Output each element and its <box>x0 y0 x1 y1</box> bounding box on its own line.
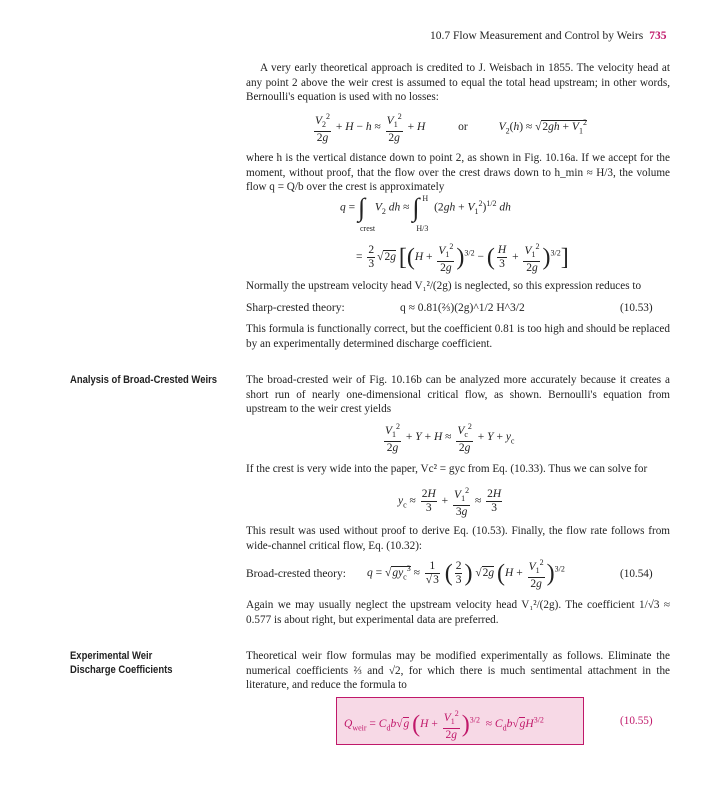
equation-number-10-54: (10.54) <box>620 568 653 580</box>
paragraph-experimental: Theoretical weir flow formulas may be modified experimentally as follows. Eliminate the numerical coefficients ⅔ and √2, for which there is much sentimental attachment in the literature, and reduce the formula to <box>246 650 670 692</box>
side-heading-line1: Experimental Weir <box>70 650 153 662</box>
running-title: 10.7 Flow Measurement and Control by Weirs <box>430 30 644 42</box>
limit-lower-H3: H/3 <box>416 224 429 233</box>
equation-integral-result: = $\frac{2}{3}$ √2g [(H + $\frac{V_1^2}{2g}$ )$^{3/2}$ − ( $\frac{H}{3}$ + $\frac{V_1^2}{2g}$ )$^{3/2}$] <box>356 242 569 275</box>
equation-integral-q: q = ∫ crest $V_2$ dh ≈ ∫ H H/3 $(2gh + V_1^2)^{1/2}$ dh <box>340 193 511 233</box>
broad-crested-label: Broad-crested theory: <box>246 568 346 580</box>
equation-bernoulli-weir: $\frac{V_2^2}{2g}$ + H − h ≈ $\frac{V_1^2}{2g}$ + H or $V_2(h) \approx √2gh + V_1^2$ <box>315 112 587 145</box>
equation-bernoulli-crest: $\frac{V_1^2}{2g}$ + Y + H ≈ $\frac{V_c^2}{2g}$ + $Y + y_c$ <box>385 422 515 455</box>
running-header <box>430 30 666 42</box>
or-word: or <box>458 121 468 134</box>
page-number: 735 <box>649 30 667 42</box>
equation-number-10-55: (10.55) <box>620 715 653 727</box>
paragraph-wide-crest: If the crest is very wide into the paper, Vc² = gyc from Eq. (10.33). Thus we can solve for <box>246 463 648 475</box>
side-heading-line2: Discharge Coefficients <box>70 664 173 676</box>
paragraph-critical-flow: This result was used without proof to derive Eq. (10.53). Finally, the flow rate follows from wide-channel critical flow, Eq. (10.32): <box>246 525 670 552</box>
sharp-crested-equation: q ≈ 0.81(⅔)(2g)^1/2 H^3/2 <box>400 302 525 314</box>
limit-upper-H: H <box>422 194 429 203</box>
paragraph-weisbach: A very early theoretical approach is credited to J. Weisbach in 1855. The velocity head at any point 2 above the weir crest is assumed to equal the total head upstream; in other words, Bernoulli's equation is used with no losses: <box>246 62 670 104</box>
limit-crest: crest <box>360 224 376 233</box>
equation-q-weir: $Q_{weir} = C_db√g$ (H + $\frac{V_1^2}{2g}$ )$^{3/2} \approx C_db√gH^{3/2}$ <box>344 709 544 742</box>
paragraph-broad-crested: The broad-crested weir of Fig. 10.16b can be analyzed more accurately because it creates a short run of nearly one-dimensional critical flow, as shown. Bernoulli's equation from upstream to the weir crest yields <box>246 374 670 416</box>
side-heading-broad-crested: Analysis of Broad-Crested Weirs <box>70 374 218 386</box>
sharp-crested-label: Sharp-crested theory: <box>246 302 345 314</box>
paragraph-coefficient: This formula is functionally correct, but the coefficient 0.81 is too high and should be replaced by an experimentally determined discharge coefficient. <box>246 323 670 350</box>
paragraph-upstream-head: Again we may usually neglect the upstream velocity head V₁²/(2g). The coefficient 1/√3 ≈ 0.577 is about right, but experimental data are preferred. <box>246 599 670 626</box>
side-heading-experimental <box>70 649 173 677</box>
paragraph-neglect-head: Normally the upstream velocity head V₁²/(2g) is neglected, so this expression reduces to <box>246 280 642 292</box>
equation-number-10-53: (10.53) <box>620 302 653 314</box>
paragraph-drawdown: where h is the vertical distance down to point 2, as shown in Fig. 10.16a. If we accept for the moment, without proof, that the flow over the crest draws down to h_min ≈ H/3, the volume flow q = Q/b over the crest is approximately <box>246 152 670 194</box>
broad-crested-equation: $q = √gy_c^3$ ≈ $\frac{1}{√3}$ ( $\frac{2}{3}$ ) √2g (H + $\frac{V_1^2}{2g}$ )$^{3/2}$ <box>367 558 565 591</box>
equation-yc: $y_c$ ≈ $\frac{2H}{3}$ + $\frac{V_1^2}{3g}$ ≈ $\frac{2H}{3}$ <box>398 486 502 519</box>
